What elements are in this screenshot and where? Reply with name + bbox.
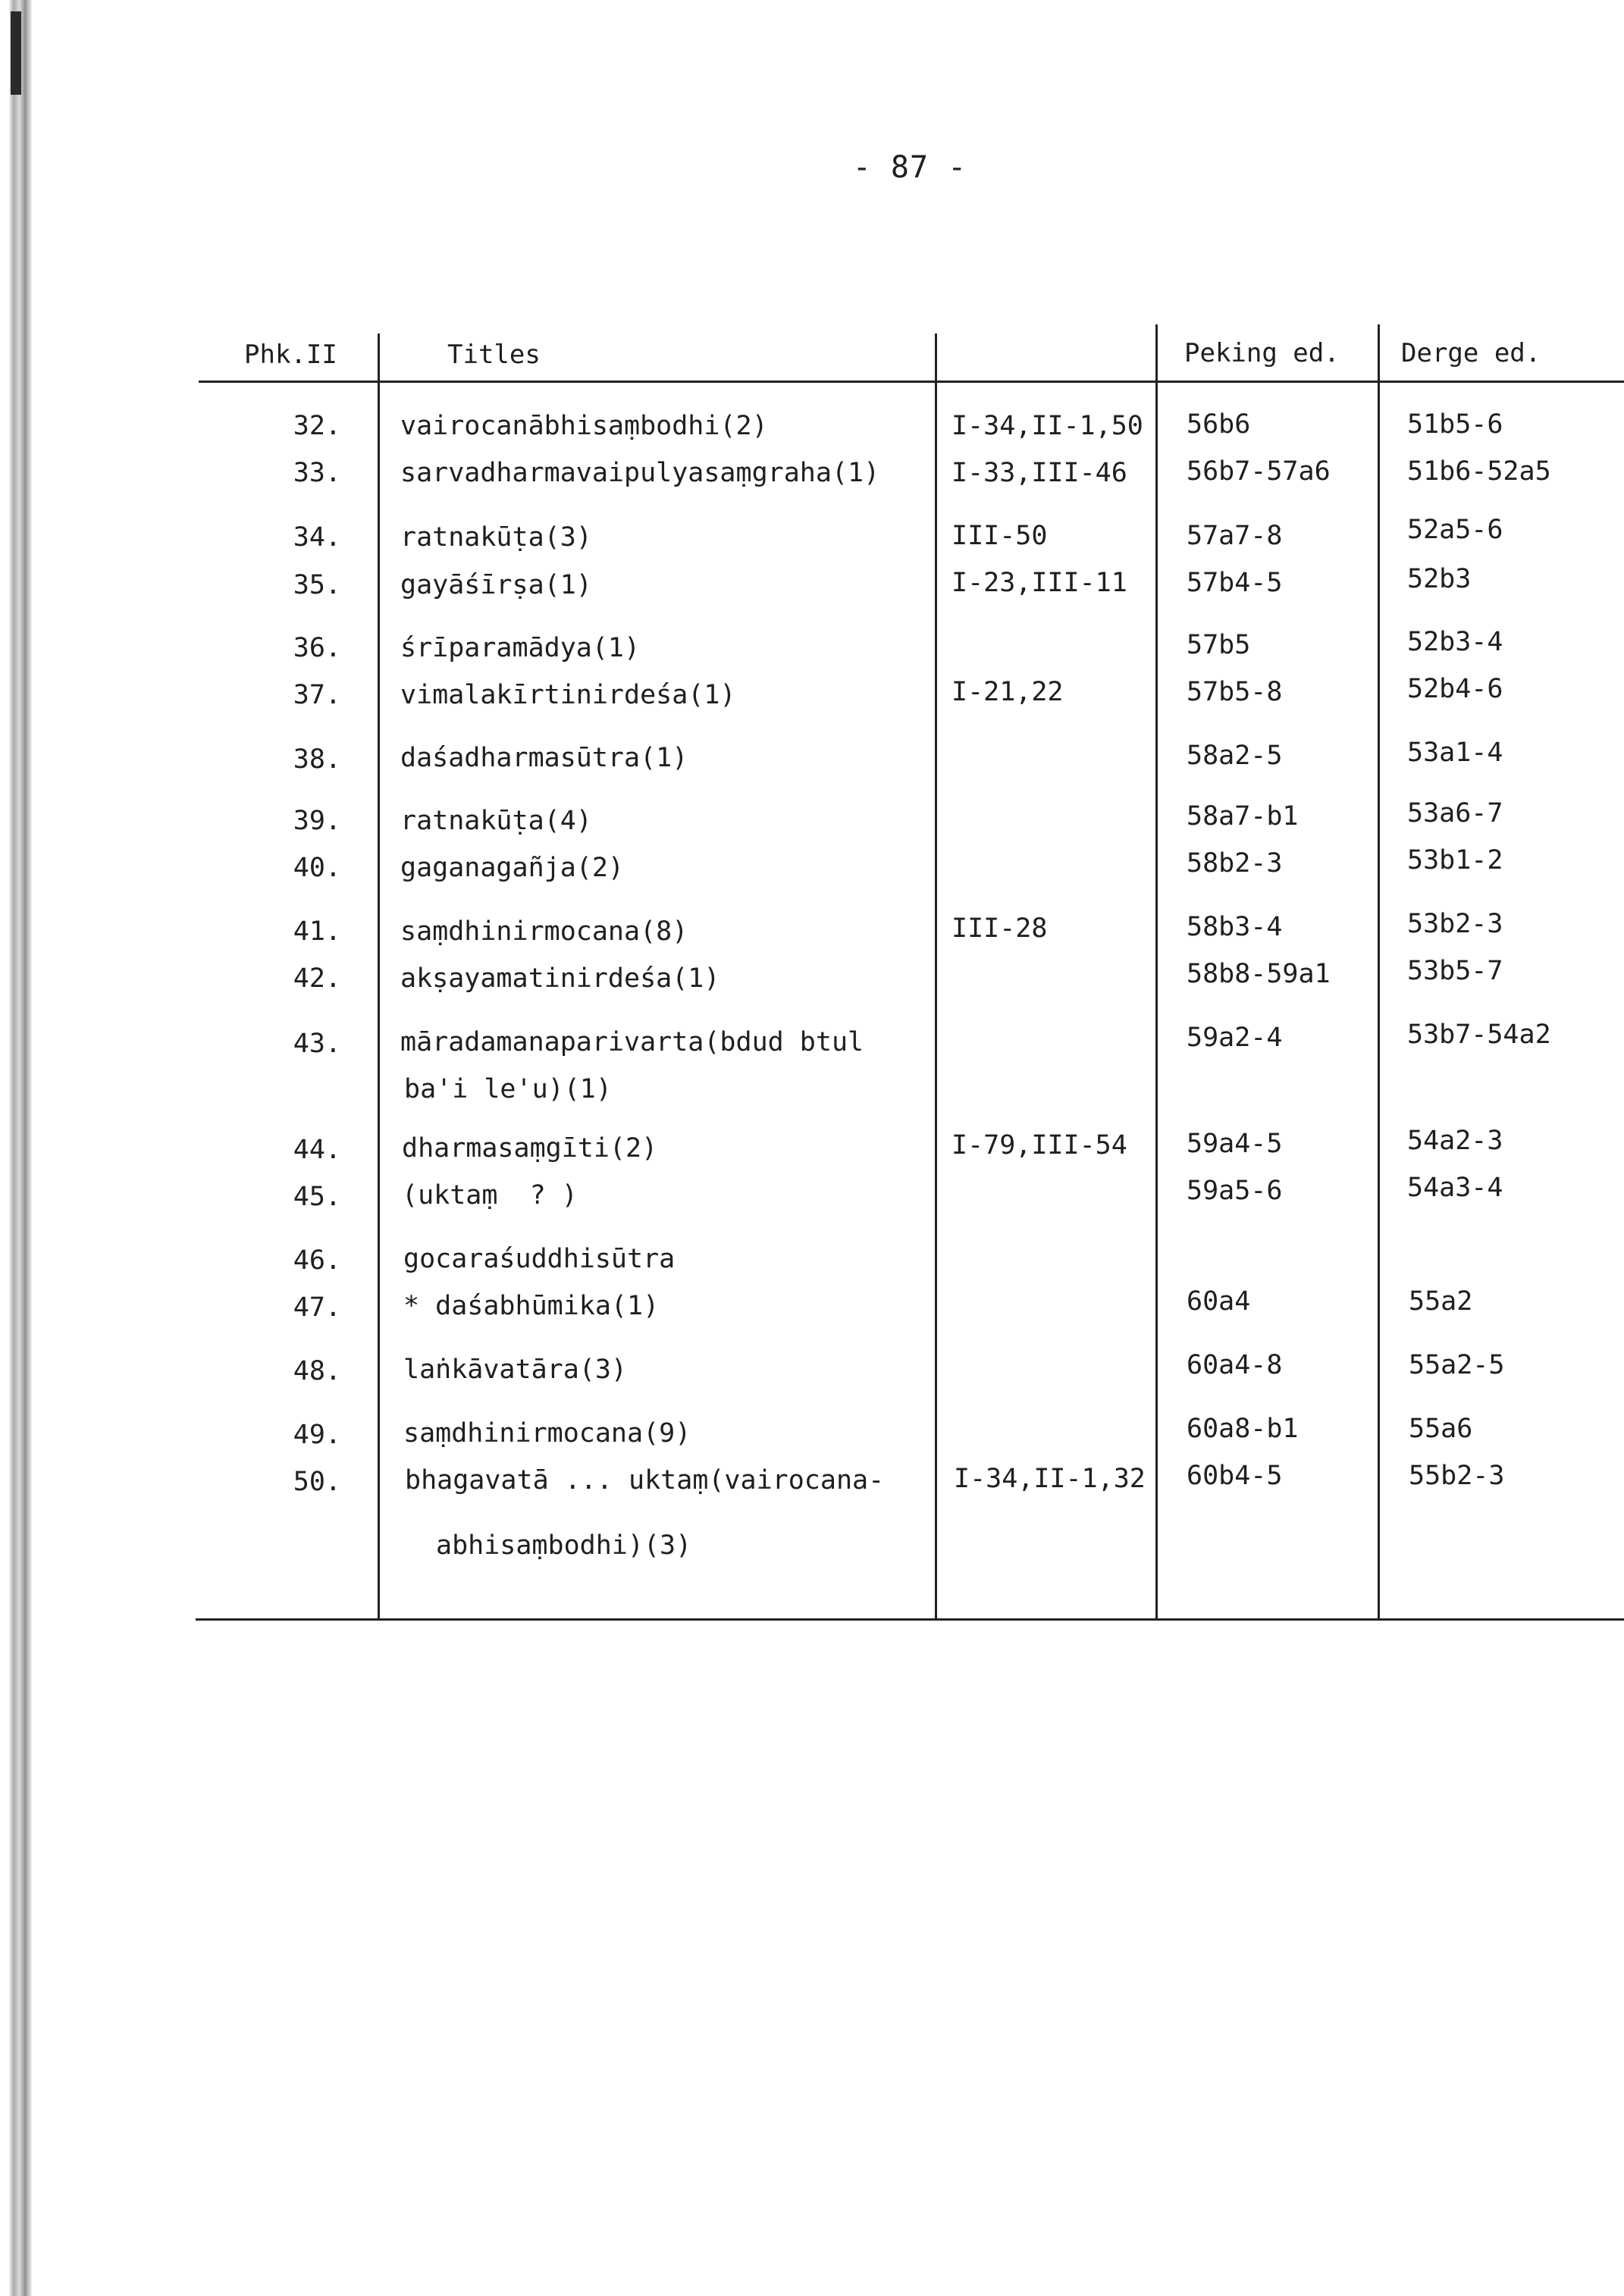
column-divider-2 [935, 334, 937, 1620]
row-number: 49. [293, 1420, 341, 1450]
row-derge: 51b6-52a5 [1407, 456, 1551, 487]
row-reference: I-21,22 [952, 677, 1064, 707]
row-number: 46. [293, 1245, 341, 1276]
row-title: gaganagañja(2) [400, 853, 625, 883]
row-number: 36. [293, 633, 341, 663]
row-title: saṃdhinirmocana(9) [403, 1418, 691, 1449]
row-peking: 57b5 [1187, 630, 1251, 660]
row-title: gayāśīrṣa(1) [400, 570, 592, 600]
row-number: 50. [293, 1467, 341, 1497]
row-derge: 53b7-54a2 [1407, 1020, 1551, 1050]
row-peking: 57a7-8 [1187, 521, 1283, 551]
row-title-continued: abhisaṃbodhi)(3) [436, 1530, 692, 1561]
row-number: 44. [293, 1135, 341, 1165]
row-number: 41. [293, 916, 341, 947]
row-reference: III-28 [952, 913, 1048, 944]
row-peking: 59a2-4 [1187, 1023, 1283, 1053]
row-derge: 53a1-4 [1407, 738, 1503, 768]
row-number: 38. [293, 744, 341, 775]
row-peking: 59a4-5 [1187, 1129, 1283, 1159]
row-number: 39. [293, 806, 341, 836]
row-reference: I-34,II-1,32 [954, 1464, 1146, 1494]
row-title: gocaraśuddhisūtra [403, 1244, 676, 1274]
row-title: saṃdhinirmocana(8) [400, 916, 688, 947]
row-number: 37. [293, 680, 341, 710]
row-number: 47. [293, 1292, 341, 1323]
row-number: 40. [293, 853, 341, 883]
row-peking: 56b7-57a6 [1187, 456, 1331, 487]
row-derge: 52b3-4 [1407, 627, 1503, 657]
row-reference: III-50 [952, 521, 1048, 551]
row-peking: 59a5-6 [1187, 1176, 1283, 1206]
row-title-continued: ba'i le'u)(1) [404, 1074, 612, 1104]
row-number: 43. [293, 1029, 341, 1059]
row-title: bhagavatā ... uktaṃ(vairocana- [405, 1465, 885, 1496]
row-derge: 52a5-6 [1407, 515, 1503, 545]
row-derge: 53b2-3 [1407, 909, 1503, 939]
page-binding-edge [9, 0, 32, 2296]
row-title: vimalakīrtinirdeśa(1) [400, 680, 736, 710]
row-derge: 53b1-2 [1407, 845, 1503, 875]
row-peking: 60b4-5 [1187, 1461, 1283, 1491]
row-title: sarvadharmavaipulyasaṃgraha(1) [400, 458, 880, 488]
row-title: daśadharmasūtra(1) [400, 743, 688, 773]
row-number: 34. [293, 522, 341, 553]
row-number: 33. [293, 458, 341, 488]
row-title: ratnakūṭa(4) [400, 806, 592, 836]
row-derge: 52b3 [1407, 564, 1472, 594]
row-number: 32. [293, 411, 341, 441]
row-derge: 53a6-7 [1407, 798, 1503, 829]
row-peking: 58b2-3 [1187, 848, 1283, 879]
row-reference: I-79,III-54 [952, 1130, 1127, 1161]
row-number: 35. [293, 570, 341, 600]
row-peking: 57b4-5 [1187, 568, 1283, 598]
table-bottom-rule [196, 1618, 1624, 1621]
row-title: śrīparamādya(1) [400, 633, 641, 663]
row-title: (uktaṃ ? ) [402, 1180, 578, 1211]
row-peking: 58a2-5 [1187, 741, 1283, 771]
header-titles: Titles [447, 340, 541, 370]
row-derge: 54a2-3 [1407, 1126, 1503, 1156]
row-title: māradamanaparivarta(bdud btul [400, 1027, 864, 1057]
row-derge: 52b4-6 [1407, 674, 1503, 704]
row-number: 42. [293, 963, 341, 994]
row-title: dharmasaṃgīti(2) [402, 1133, 658, 1164]
column-divider-1 [378, 334, 380, 1620]
row-title: akṣayamatinirdeśa(1) [400, 963, 720, 994]
row-title: ratnakūṭa(3) [400, 522, 592, 553]
row-reference: I-33,III-46 [952, 458, 1127, 488]
row-peking: 60a4-8 [1187, 1350, 1283, 1380]
header-peking: Peking ed. [1184, 338, 1340, 368]
header-phk: Phk.II [244, 340, 337, 370]
row-title: vairocanābhisaṃbodhi(2) [400, 411, 768, 441]
row-peking: 58b8-59a1 [1187, 959, 1331, 989]
binding-mark [11, 11, 21, 95]
row-peking: 60a4 [1187, 1286, 1251, 1317]
row-derge: 55b2-3 [1409, 1461, 1505, 1491]
row-peking: 56b6 [1187, 409, 1251, 440]
row-number: 48. [293, 1356, 341, 1386]
row-peking: 58a7-b1 [1187, 801, 1299, 832]
row-derge: 55a2-5 [1409, 1350, 1505, 1380]
row-reference: I-34,II-1,50 [952, 411, 1143, 441]
row-peking: 58b3-4 [1187, 912, 1283, 942]
row-derge: 55a6 [1409, 1414, 1473, 1444]
row-derge: 51b5-6 [1407, 409, 1503, 440]
row-title: laṅkāvatāra(3) [403, 1355, 628, 1385]
row-derge: 54a3-4 [1407, 1173, 1503, 1203]
row-title: * daśabhūmika(1) [403, 1291, 660, 1321]
column-divider-4 [1378, 324, 1380, 1620]
header-derge: Derge ed. [1401, 338, 1541, 368]
row-derge: 55a2 [1409, 1286, 1473, 1317]
column-divider-3 [1155, 324, 1158, 1620]
row-derge: 53b5-7 [1407, 956, 1503, 986]
row-number: 45. [293, 1182, 341, 1212]
page-number: - 87 - [852, 150, 967, 185]
row-peking: 60a8-b1 [1187, 1414, 1299, 1444]
row-reference: I-23,III-11 [952, 568, 1127, 598]
row-peking: 57b5-8 [1187, 677, 1283, 707]
header-rule [199, 381, 1624, 383]
